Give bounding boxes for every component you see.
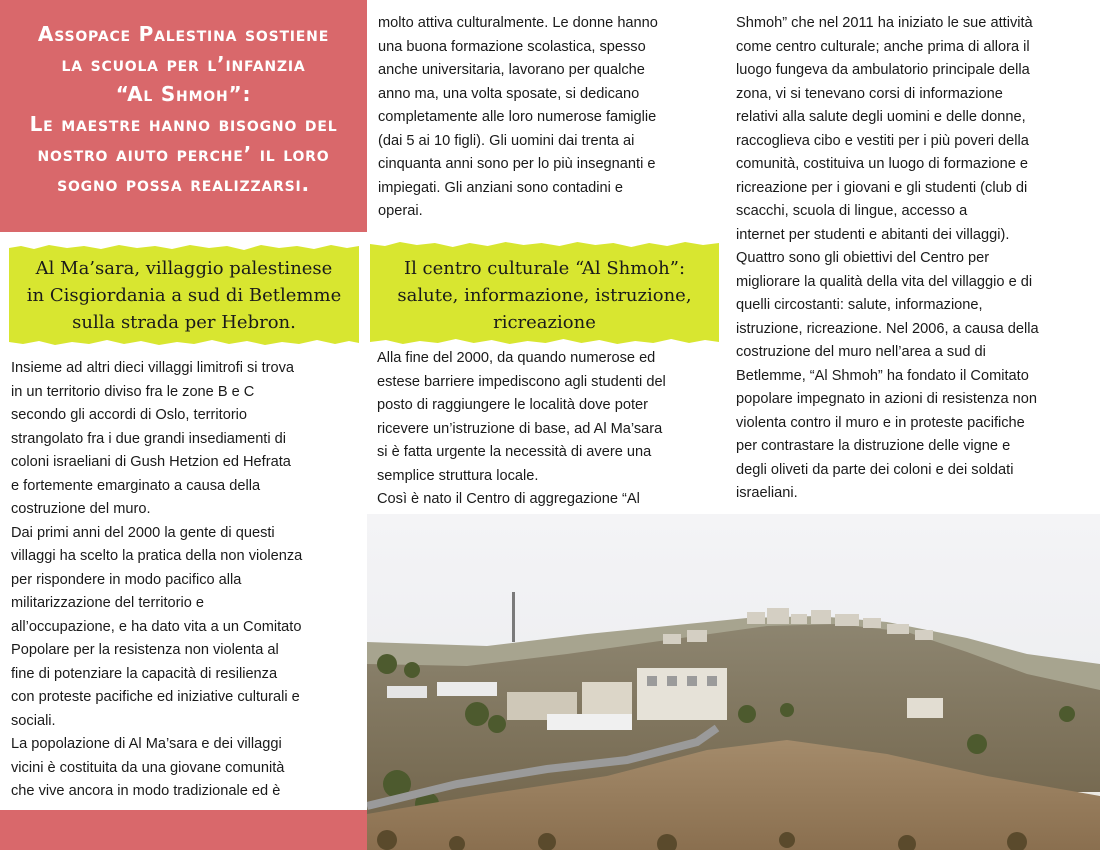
banner-torn-edge-bottom <box>370 337 719 345</box>
footer-pink-strip <box>0 810 367 850</box>
body-column-middle-bottom: Alla fine del 2000, da quando numerose ed estese barriere impediscono agli studenti del posto di raggiungere le località dove poter ricevere un’istruzione di base, ad Al Ma’sara si è fatta urgente la necessità di avere una semplice struttura locale. Così è nato il Centro di aggregazione “Al <box>377 350 666 507</box>
title-box <box>0 0 367 232</box>
banner-torn-edge-top <box>9 244 359 252</box>
photo-antenna <box>512 592 515 642</box>
body-column-middle-top: molto attiva culturalmente. Le donne hanno una buona formazione scolastica, spesso anche universitaria, lavorano per qualche anno ma, una volta sposate, si dedicano completamente alle loro numerose famiglie (dai 5 ai 10 figli). Gli uomini dai trenta ai cinquanta anni sono per lo più insegnanti e impiegati. Gli anziani sono contadini e operai. <box>378 15 658 219</box>
landscape-photo <box>367 514 1100 850</box>
banner-left-text: Al Ma’sara, villaggio palestinese in Cisgiordania a sud di Betlemme sulla strada per Hebron. <box>26 258 342 333</box>
page-title: Assopace Palestina sostiene la scuola per l’infanzia “Al Shmoh”: Le maestre hanno bisogno del nostro aiuto perche’ il loro sogno possa realizzarsi. <box>29 22 338 196</box>
banner-al-masara <box>9 250 359 340</box>
body-column-right: Shmoh” che nel 2011 ha iniziato le sue attività come centro culturale; anche prima di allora il luogo fungeva da ambulatorio principale della zona, vi si tenevano corsi di informazione relativi alla salute degli uomini e delle donne, raccoglieva cibo e vestiti per i più poveri della comunità, costituiva un luogo di formazione e ricreazione per i giovani e gli studenti (club di scacchi, scuola di lingue, accesso a internet per studenti e abitanti dei villaggi). Quattro sono gli obiettivi del Centro per migliorare la qualità della vita del villaggio e di quelli circostanti: salute, informazione, istruzione, ricreazione. Nel 2006, a causa della costruzione del muro nell’area a sud di Betlemme, “Al Shmoh” ha fondato il Comitato popolare impegnato in azioni di resistenza non violenta contro il muro e in proteste pacifiche per contrastare la distruzione delle vigne e degli oliveti da parte dei coloni e dei soldati israeliani. <box>736 15 1039 501</box>
banner-torn-edge-bottom <box>9 338 359 346</box>
banner-torn-edge-top <box>370 241 719 249</box>
banner-centro-culturale <box>370 247 719 339</box>
body-column-left: Insieme ad altri dieci villaggi limitrofi si trova in un territorio diviso fra le zone B e C secondo gli accordi di Oslo, territorio strangolato fra i due grandi insediamenti di coloni israeliani di Gush Hetzion ed Hefrata e fortemente emarginato a causa della costruzione del muro. Dai primi anni del 2000 la gente di questi villaggi ha scelto la pratica della non violenza per rispondere in modo pacifico alla militarizzazione del territorio e all’occupazione, e ha dato vita a un Comitato Popolare per la resistenza non violenta al fine di potenziare la capacità di resilienza con proteste pacifiche ed iniziative culturali e sociali. La popolazione di Al Ma’sara e dei villaggi vicini è costituita da una giovane comunità che vive ancora in modo tradizionale ed è <box>11 360 303 799</box>
banner-middle-text: Il centro culturale “Al Shmoh”: salute, informazione, istruzione, ricreazione <box>397 258 692 333</box>
